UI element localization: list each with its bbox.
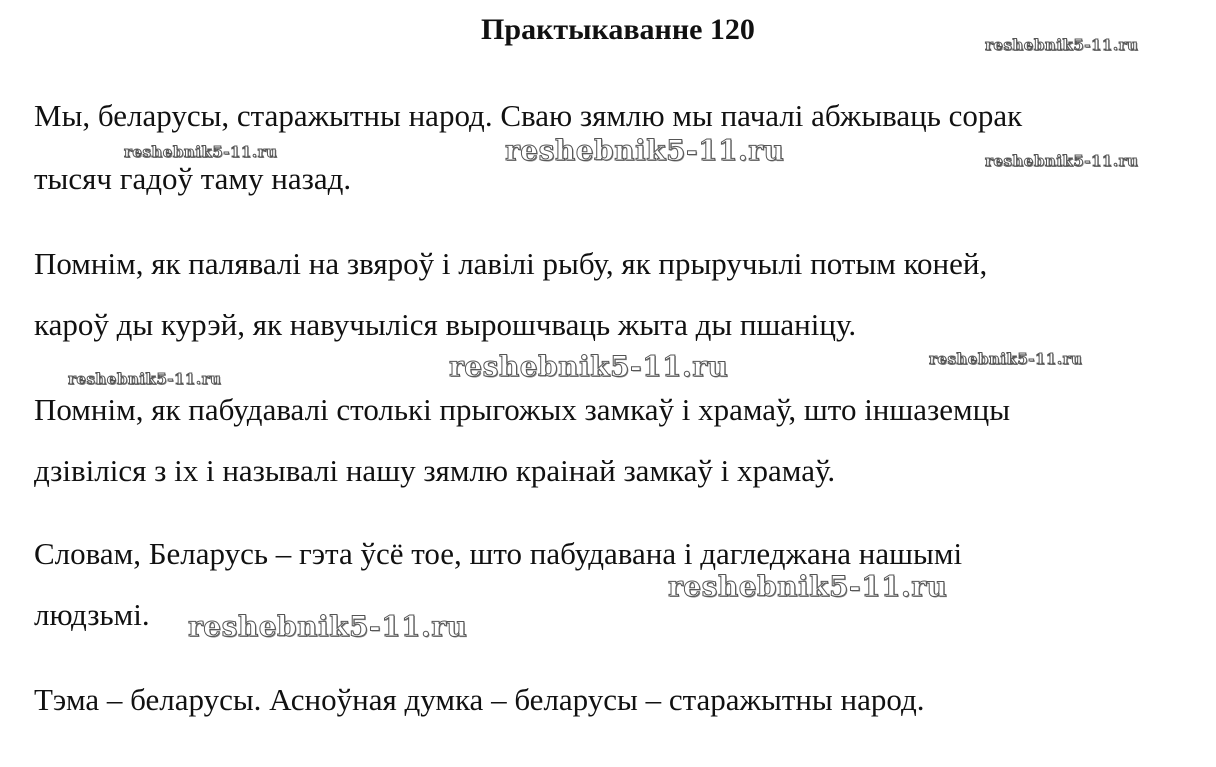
watermark: reshebnik5-11.ru (985, 36, 1139, 54)
text-line-2: тысяч гадоў таму назад. (34, 161, 352, 196)
exercise-title: Практыкаванне 120 (481, 13, 755, 46)
watermark: reshebnik5-11.ru (68, 370, 222, 388)
text-line-3: Помнім, як палявалі на звяроў і лавілі рыбу, як прыручылі потым коней, (34, 246, 988, 281)
text-line-7: Словам, Беларусь – гэта ўсё тое, што пабудавана і дагледжана нашымі (34, 536, 963, 571)
text-line-6: дзівіліся з іх і называлі нашу зямлю краінай замкаў і храмаў. (34, 453, 836, 488)
text-line-4: кароў ды курэй, як навучыліся вырошчваць жыта ды пшаніцу. (34, 307, 857, 342)
watermark: reshebnik5-11.ru (505, 134, 785, 167)
text-line-1: Мы, беларусы, старажытны народ. Сваю зямлю мы пачалі абжываць сорак (34, 98, 1023, 133)
text-line-5: Помнім, як пабудавалі столькі прыгожых замкаў і храмаў, што іншаземцы (34, 392, 1011, 427)
text-line-9: Тэма – беларусы. Асноўная думка – беларусы – старажытны народ. (34, 682, 925, 717)
text-line-8: людзьмі. (34, 597, 150, 632)
watermark: reshebnik5-11.ru (124, 143, 278, 161)
watermark: reshebnik5-11.ru (188, 610, 468, 643)
watermark: reshebnik5-11.ru (668, 570, 948, 603)
watermark: reshebnik5-11.ru (985, 152, 1139, 170)
watermark: reshebnik5-11.ru (449, 350, 729, 383)
watermark: reshebnik5-11.ru (929, 350, 1083, 368)
